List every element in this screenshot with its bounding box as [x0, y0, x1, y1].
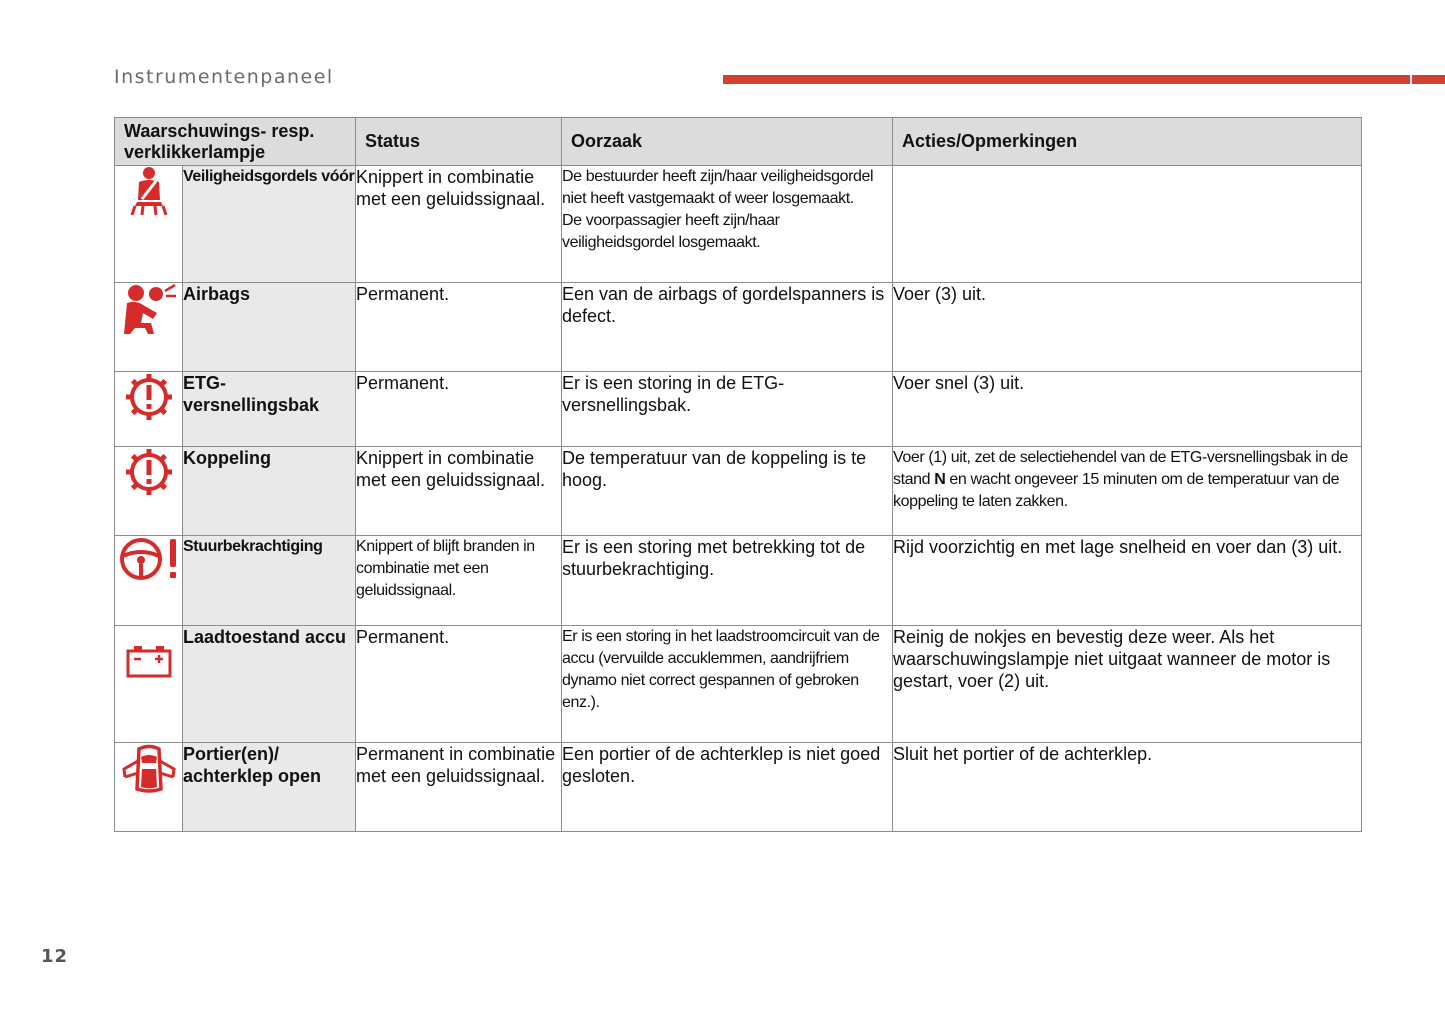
action-cell: Rijd voorzichtig en met lage snelheid en voer dan (3) uit. — [893, 536, 1362, 626]
cause-line: De voorpassagier heeft zijn/haar veiligheidsgordel losgemaakt. — [562, 212, 780, 251]
cause-cell: Er is een storing in het laadstroomcircuit van de accu (vervuilde accuklemmen, aandrijfriem dynamo niet correct gespannen of gebroken enz.). — [562, 626, 893, 743]
cause-cell: Een van de airbags of gordelspanners is defect. — [562, 283, 893, 372]
door-open-icon — [115, 743, 183, 832]
lamp-name: Veiligheidsgordels vóór — [183, 166, 356, 283]
warning-lamps-table — [114, 117, 1362, 832]
status-cell: Permanent. — [356, 372, 562, 447]
status-cell: Permanent. — [356, 283, 562, 372]
lamp-name: Portier(en)/ achterklep open — [183, 743, 356, 832]
cause-cell: Er is een storing met betrekking tot de stuurbekrachtiging. — [562, 536, 893, 626]
table-row — [115, 743, 1362, 832]
action-cell: Voer snel (3) uit. — [893, 372, 1362, 447]
table-row — [115, 626, 1362, 743]
lamp-name: ETG-versnellingsbak — [183, 372, 356, 447]
section-title: Instrumentenpaneel — [114, 66, 334, 88]
airbag-icon — [115, 283, 183, 372]
action-cell: Sluit het portier of de achterklep. — [893, 743, 1362, 832]
lamp-name: Laadtoestand accu — [183, 626, 356, 743]
status-cell: Permanent in combinatie met een geluidssignaal. — [356, 743, 562, 832]
lamp-name: Airbags — [183, 283, 356, 372]
lamp-name: Koppeling — [183, 447, 356, 536]
cause-cell — [562, 166, 893, 283]
action-cell: Voer (3) uit. — [893, 283, 1362, 372]
action-text: Voer (1) uit, zet de selectiehendel van de ETG-versnellingsbak in de stand — [893, 449, 1348, 488]
table-header-row — [115, 118, 1362, 166]
table-row — [115, 166, 1362, 283]
battery-icon — [115, 626, 183, 743]
gear-position-label: N — [934, 471, 946, 488]
action-cell — [893, 447, 1362, 536]
action-cell: Reinig de nokjes en bevestig deze weer. Als het waarschuwingslampje niet uitgaat wanneer de motor is gestart, voer (2) uit. — [893, 626, 1362, 743]
action-text: en wacht ongeveer 15 minuten om de temperatuur van de koppeling te laten zakken. — [893, 471, 1340, 510]
table-row — [115, 283, 1362, 372]
gearbox-warning-icon — [115, 372, 183, 447]
table-row — [115, 447, 1362, 536]
column-header-actions: Acties/Opmerkingen — [893, 118, 1362, 166]
action-cell — [893, 166, 1362, 283]
seatbelt-icon — [115, 166, 183, 283]
table-row — [115, 372, 1362, 447]
status-cell: Knippert in combinatie met een geluidssignaal. — [356, 447, 562, 536]
cause-line: De bestuurder heeft zijn/haar veiligheidsgordel niet heeft vastgemaakt of weer losgemaakt. — [562, 168, 874, 207]
column-header-cause: Oorzaak — [562, 118, 893, 166]
status-cell: Permanent. — [356, 626, 562, 743]
status-cell: Knippert in combinatie met een geluidssignaal. — [356, 166, 562, 283]
table-row — [115, 536, 1362, 626]
cause-cell: De temperatuur van de koppeling is te hoog. — [562, 447, 893, 536]
steering-wheel-warning-icon — [115, 536, 183, 626]
cause-cell: Er is een storing in de ETG-versnellingsbak. — [562, 372, 893, 447]
column-header-lamp: Waarschuwings- resp. verklikkerlampje — [115, 118, 356, 166]
lamp-name: Stuurbekrachtiging — [183, 536, 356, 626]
status-cell: Knippert of blijft branden in combinatie met een geluidssignaal. — [356, 536, 562, 626]
clutch-warning-icon — [115, 447, 183, 536]
header-accent-bar — [723, 75, 1445, 84]
page-number: 12 — [41, 946, 69, 967]
cause-cell: Een portier of de achterklep is niet goed gesloten. — [562, 743, 893, 832]
column-header-status: Status — [356, 118, 562, 166]
